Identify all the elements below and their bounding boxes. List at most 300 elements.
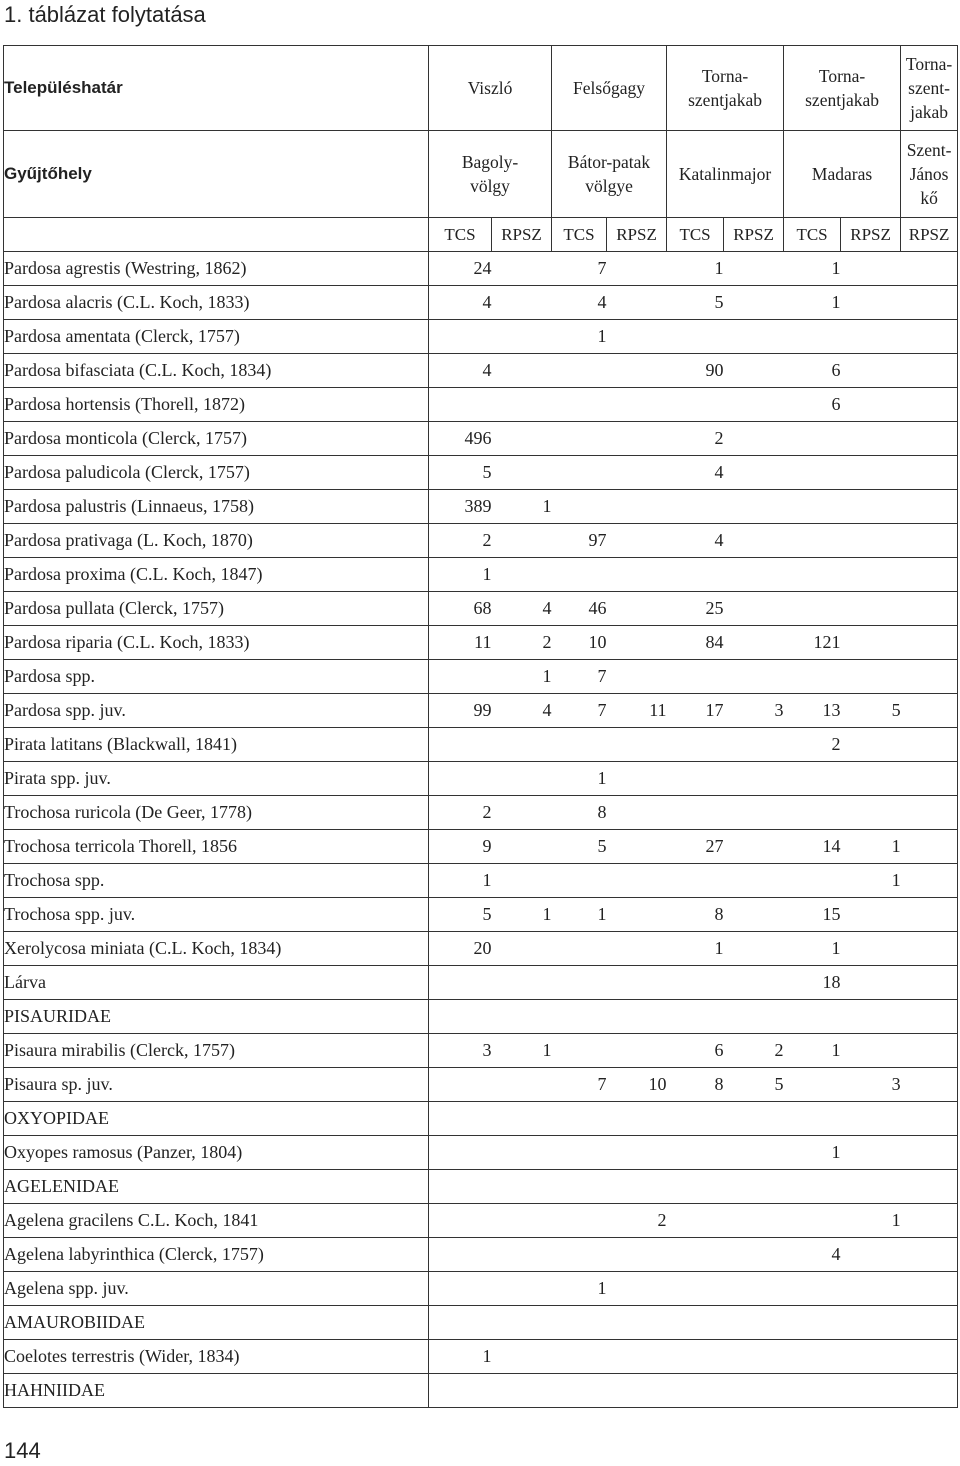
count-cell: 84: [667, 626, 724, 660]
count-cell: 1: [784, 1136, 841, 1170]
count-cell: 17: [667, 694, 724, 728]
count-cell: 90: [667, 354, 724, 388]
table-row: [4, 1170, 958, 1204]
count-cell: [724, 490, 784, 524]
count-cell: [841, 1034, 901, 1068]
count-cell: [784, 422, 841, 456]
count-cell: [492, 1238, 552, 1272]
table-row: [4, 354, 958, 388]
count-cell: 1: [552, 762, 607, 796]
count-cell: [901, 694, 958, 728]
count-cell: [724, 252, 784, 286]
site-bator-patak: Bátor-patak völgye: [552, 131, 667, 218]
count-cell: [667, 1000, 724, 1034]
count-cell: [901, 1102, 958, 1136]
count-cell: [492, 830, 552, 864]
count-cell: [607, 1374, 667, 1408]
count-cell: [492, 1136, 552, 1170]
count-cell: [901, 728, 958, 762]
count-cell: 1: [552, 320, 607, 354]
count-cell: 15: [784, 898, 841, 932]
method-label: TCS: [429, 218, 492, 252]
species-name: Pardosa paludicola (Clerck, 1757): [4, 456, 429, 490]
count-cell: 18: [784, 966, 841, 1000]
count-cell: 2: [607, 1204, 667, 1238]
site-madaras: Madaras: [784, 131, 901, 218]
count-cell: [901, 286, 958, 320]
count-cell: [667, 966, 724, 1000]
count-cell: [724, 762, 784, 796]
count-cell: 1: [429, 558, 492, 592]
method-header-empty: [4, 218, 429, 252]
count-cell: [667, 1272, 724, 1306]
count-cell: 4: [429, 286, 492, 320]
species-name: Pirata spp. juv.: [4, 762, 429, 796]
table-row: [4, 456, 958, 490]
count-cell: [492, 1306, 552, 1340]
header-row-site: [4, 131, 958, 218]
count-cell: 10: [552, 626, 607, 660]
count-cell: [492, 1068, 552, 1102]
count-cell: [724, 524, 784, 558]
count-cell: [724, 728, 784, 762]
count-cell: [607, 558, 667, 592]
count-cell: [901, 354, 958, 388]
species-name: Trochosa terricola Thorell, 1856: [4, 830, 429, 864]
count-cell: 4: [784, 1238, 841, 1272]
count-cell: [901, 796, 958, 830]
count-cell: 25: [667, 592, 724, 626]
count-cell: [841, 1238, 901, 1272]
count-cell: 4: [429, 354, 492, 388]
count-cell: 121: [784, 626, 841, 660]
count-cell: [901, 1340, 958, 1374]
count-cell: [492, 966, 552, 1000]
species-name: AMAUROBIIDAE: [4, 1306, 429, 1340]
count-cell: [667, 1374, 724, 1408]
count-cell: [667, 320, 724, 354]
site-szent-janos-ko: Szent- János kő: [901, 131, 958, 218]
count-cell: 14: [784, 830, 841, 864]
count-cell: 4: [492, 592, 552, 626]
table-row: [4, 796, 958, 830]
table-row: [4, 1238, 958, 1272]
species-name: Pardosa alacris (C.L. Koch, 1833): [4, 286, 429, 320]
species-name: Pirata latitans (Blackwall, 1841): [4, 728, 429, 762]
table-row: [4, 286, 958, 320]
count-cell: [724, 354, 784, 388]
count-cell: 1: [784, 286, 841, 320]
count-cell: [841, 728, 901, 762]
count-cell: [552, 1034, 607, 1068]
count-cell: [492, 796, 552, 830]
count-cell: [492, 932, 552, 966]
count-cell: [667, 762, 724, 796]
species-name: Trochosa spp.: [4, 864, 429, 898]
count-cell: [552, 388, 607, 422]
count-cell: 2: [492, 626, 552, 660]
table-row: [4, 1204, 958, 1238]
count-cell: [552, 864, 607, 898]
count-cell: [841, 422, 901, 456]
species-name: Pardosa hortensis (Thorell, 1872): [4, 388, 429, 422]
count-cell: [784, 1204, 841, 1238]
count-cell: [724, 320, 784, 354]
count-cell: [784, 1340, 841, 1374]
count-cell: [492, 1204, 552, 1238]
count-cell: [901, 558, 958, 592]
count-cell: [901, 1000, 958, 1034]
count-cell: [607, 762, 667, 796]
count-cell: [492, 388, 552, 422]
count-cell: [841, 286, 901, 320]
count-cell: [724, 1102, 784, 1136]
count-cell: [667, 660, 724, 694]
count-cell: [492, 1000, 552, 1034]
count-cell: [552, 1136, 607, 1170]
count-cell: 1: [492, 660, 552, 694]
count-cell: [607, 932, 667, 966]
count-cell: [492, 1374, 552, 1408]
count-cell: [607, 898, 667, 932]
species-name: Agelena spp. juv.: [4, 1272, 429, 1306]
count-cell: [492, 524, 552, 558]
count-cell: [724, 932, 784, 966]
count-cell: [901, 320, 958, 354]
table-row: [4, 762, 958, 796]
count-cell: [607, 320, 667, 354]
count-cell: 3: [841, 1068, 901, 1102]
count-cell: 7: [552, 1068, 607, 1102]
count-cell: 4: [552, 286, 607, 320]
count-cell: [492, 422, 552, 456]
count-cell: [841, 558, 901, 592]
count-cell: [607, 524, 667, 558]
count-cell: [552, 1170, 607, 1204]
count-cell: 5: [841, 694, 901, 728]
count-cell: [552, 1204, 607, 1238]
species-name: Pardosa spp.: [4, 660, 429, 694]
count-cell: [429, 1374, 492, 1408]
species-name: Trochosa spp. juv.: [4, 898, 429, 932]
count-cell: [492, 558, 552, 592]
method-label: TCS: [552, 218, 607, 252]
count-cell: [667, 728, 724, 762]
count-cell: [667, 1170, 724, 1204]
species-name: Pardosa monticola (Clerck, 1757): [4, 422, 429, 456]
count-cell: [841, 660, 901, 694]
count-cell: [841, 388, 901, 422]
page-number: 144: [4, 1438, 41, 1463]
count-cell: [841, 1340, 901, 1374]
method-label: RPSZ: [841, 218, 901, 252]
count-cell: [784, 456, 841, 490]
count-cell: [667, 1102, 724, 1136]
table-row: [4, 660, 958, 694]
locality-viszlo: Viszló: [429, 46, 552, 131]
count-cell: [492, 864, 552, 898]
count-cell: [841, 320, 901, 354]
count-cell: [552, 728, 607, 762]
count-cell: 10: [607, 1068, 667, 1102]
count-cell: [901, 422, 958, 456]
count-cell: [667, 1340, 724, 1374]
count-cell: 7: [552, 252, 607, 286]
species-name: Pardosa prativaga (L. Koch, 1870): [4, 524, 429, 558]
count-cell: [724, 388, 784, 422]
count-cell: 1: [841, 864, 901, 898]
count-cell: [901, 592, 958, 626]
table-row: [4, 626, 958, 660]
count-cell: [724, 966, 784, 1000]
count-cell: [724, 1272, 784, 1306]
count-cell: [667, 1136, 724, 1170]
table-row: [4, 490, 958, 524]
count-cell: [607, 660, 667, 694]
count-cell: 1: [667, 252, 724, 286]
count-cell: [607, 728, 667, 762]
table-row: [4, 1272, 958, 1306]
count-cell: [607, 1170, 667, 1204]
count-cell: [901, 252, 958, 286]
count-cell: [724, 1204, 784, 1238]
count-cell: [607, 422, 667, 456]
count-cell: [841, 524, 901, 558]
count-cell: [492, 728, 552, 762]
table-row: [4, 966, 958, 1000]
table-row: [4, 592, 958, 626]
species-name: Pardosa bifasciata (C.L. Koch, 1834): [4, 354, 429, 388]
count-cell: 7: [552, 694, 607, 728]
species-table: [3, 45, 958, 1408]
count-cell: [784, 796, 841, 830]
count-cell: [724, 1306, 784, 1340]
count-cell: [607, 1238, 667, 1272]
count-cell: [492, 456, 552, 490]
species-name: Pardosa proxima (C.L. Koch, 1847): [4, 558, 429, 592]
count-cell: [552, 1374, 607, 1408]
count-cell: [841, 490, 901, 524]
count-cell: [607, 490, 667, 524]
count-cell: [429, 1272, 492, 1306]
table-row: [4, 388, 958, 422]
site-katalinmajor: Katalinmajor: [667, 131, 784, 218]
count-cell: [901, 524, 958, 558]
count-cell: [429, 728, 492, 762]
count-cell: [784, 1068, 841, 1102]
count-cell: 5: [429, 898, 492, 932]
count-cell: 6: [784, 354, 841, 388]
species-name: HAHNIIDAE: [4, 1374, 429, 1408]
table-row: [4, 422, 958, 456]
locality-tornaszentjakab-3: Torna- szent- jakab: [901, 46, 958, 131]
species-name: Pardosa agrestis (Westring, 1862): [4, 252, 429, 286]
count-cell: [429, 1238, 492, 1272]
species-name: Agelena labyrinthica (Clerck, 1757): [4, 1238, 429, 1272]
count-cell: [607, 830, 667, 864]
count-cell: [667, 864, 724, 898]
count-cell: [429, 1136, 492, 1170]
count-cell: [901, 762, 958, 796]
count-cell: [724, 422, 784, 456]
table-row: [4, 694, 958, 728]
count-cell: 8: [667, 898, 724, 932]
count-cell: [841, 354, 901, 388]
count-cell: [607, 864, 667, 898]
table-row: [4, 320, 958, 354]
locality-felsogagy: Felsőgagy: [552, 46, 667, 131]
count-cell: [901, 1374, 958, 1408]
table-row: [4, 898, 958, 932]
method-label: RPSZ: [607, 218, 667, 252]
count-cell: 6: [784, 388, 841, 422]
species-name: Pardosa palustris (Linnaeus, 1758): [4, 490, 429, 524]
count-cell: [607, 796, 667, 830]
count-cell: [901, 1204, 958, 1238]
count-cell: [429, 1068, 492, 1102]
count-cell: 1: [492, 490, 552, 524]
table-row: [4, 1068, 958, 1102]
locality-tornaszentjakab-2: Torna- szentjakab: [784, 46, 901, 131]
count-cell: [901, 966, 958, 1000]
count-cell: 2: [429, 524, 492, 558]
count-cell: [724, 1136, 784, 1170]
count-cell: [901, 1170, 958, 1204]
count-cell: 99: [429, 694, 492, 728]
count-cell: [841, 592, 901, 626]
table-row: [4, 830, 958, 864]
count-cell: [901, 626, 958, 660]
count-cell: 97: [552, 524, 607, 558]
count-cell: [552, 1000, 607, 1034]
count-cell: [492, 320, 552, 354]
count-cell: 8: [552, 796, 607, 830]
count-cell: [667, 1238, 724, 1272]
count-cell: [429, 762, 492, 796]
table-row: [4, 558, 958, 592]
count-cell: 2: [667, 422, 724, 456]
count-cell: [784, 1272, 841, 1306]
count-cell: [607, 286, 667, 320]
count-cell: 1: [784, 1034, 841, 1068]
count-cell: [607, 1000, 667, 1034]
count-cell: 4: [667, 456, 724, 490]
method-label: TCS: [784, 218, 841, 252]
count-cell: [429, 388, 492, 422]
site-bagolyvolgy: Bagoly- völgy: [429, 131, 552, 218]
count-cell: [724, 1170, 784, 1204]
count-cell: [492, 1272, 552, 1306]
count-cell: [552, 1102, 607, 1136]
count-cell: [492, 1340, 552, 1374]
count-cell: [784, 558, 841, 592]
species-name: Trochosa ruricola (De Geer, 1778): [4, 796, 429, 830]
count-cell: 5: [724, 1068, 784, 1102]
count-cell: [784, 1000, 841, 1034]
count-cell: [552, 558, 607, 592]
count-cell: 1: [492, 1034, 552, 1068]
count-cell: 1: [667, 932, 724, 966]
count-cell: [429, 1102, 492, 1136]
count-cell: [552, 422, 607, 456]
count-cell: [552, 1340, 607, 1374]
table-row: [4, 524, 958, 558]
count-cell: [901, 932, 958, 966]
count-cell: [784, 320, 841, 354]
header-row-method: [4, 218, 958, 252]
count-cell: [667, 1306, 724, 1340]
count-cell: [724, 456, 784, 490]
count-cell: 5: [667, 286, 724, 320]
count-cell: [901, 490, 958, 524]
table-row: [4, 1306, 958, 1340]
table-row: [4, 1102, 958, 1136]
species-name: Pardosa pullata (Clerck, 1757): [4, 592, 429, 626]
count-cell: [429, 966, 492, 1000]
count-cell: [841, 252, 901, 286]
count-cell: [901, 1306, 958, 1340]
count-cell: [784, 660, 841, 694]
count-cell: [429, 1000, 492, 1034]
count-cell: [552, 1306, 607, 1340]
count-cell: 5: [552, 830, 607, 864]
species-name: Coelotes terrestris (Wider, 1834): [4, 1340, 429, 1374]
count-cell: [901, 864, 958, 898]
count-cell: [492, 354, 552, 388]
table-body: [4, 252, 958, 1408]
count-cell: [552, 1238, 607, 1272]
count-cell: [429, 660, 492, 694]
count-cell: 1: [552, 898, 607, 932]
count-cell: [607, 354, 667, 388]
count-cell: [841, 1102, 901, 1136]
count-cell: 4: [667, 524, 724, 558]
count-cell: [552, 354, 607, 388]
locality-header: Településhatár: [4, 46, 429, 131]
table-row: [4, 1374, 958, 1408]
count-cell: 1: [784, 252, 841, 286]
count-cell: [901, 388, 958, 422]
count-cell: [552, 490, 607, 524]
count-cell: 46: [552, 592, 607, 626]
count-cell: [841, 796, 901, 830]
count-cell: [724, 864, 784, 898]
count-cell: [901, 1238, 958, 1272]
count-cell: [492, 762, 552, 796]
count-cell: [724, 592, 784, 626]
count-cell: [841, 1136, 901, 1170]
count-cell: [429, 1204, 492, 1238]
count-cell: 68: [429, 592, 492, 626]
count-cell: 1: [841, 1204, 901, 1238]
count-cell: [784, 490, 841, 524]
count-cell: 1: [492, 898, 552, 932]
species-name: Pisaura sp. juv.: [4, 1068, 429, 1102]
count-cell: 4: [492, 694, 552, 728]
count-cell: [667, 1204, 724, 1238]
count-cell: 1: [429, 1340, 492, 1374]
count-cell: 2: [724, 1034, 784, 1068]
species-name: Agelena gracilens C.L. Koch, 1841: [4, 1204, 429, 1238]
count-cell: [607, 1340, 667, 1374]
count-cell: [429, 1306, 492, 1340]
count-cell: [667, 558, 724, 592]
table-row: [4, 252, 958, 286]
species-name: Pardosa riparia (C.L. Koch, 1833): [4, 626, 429, 660]
count-cell: [784, 524, 841, 558]
count-cell: [724, 830, 784, 864]
table-row: [4, 728, 958, 762]
